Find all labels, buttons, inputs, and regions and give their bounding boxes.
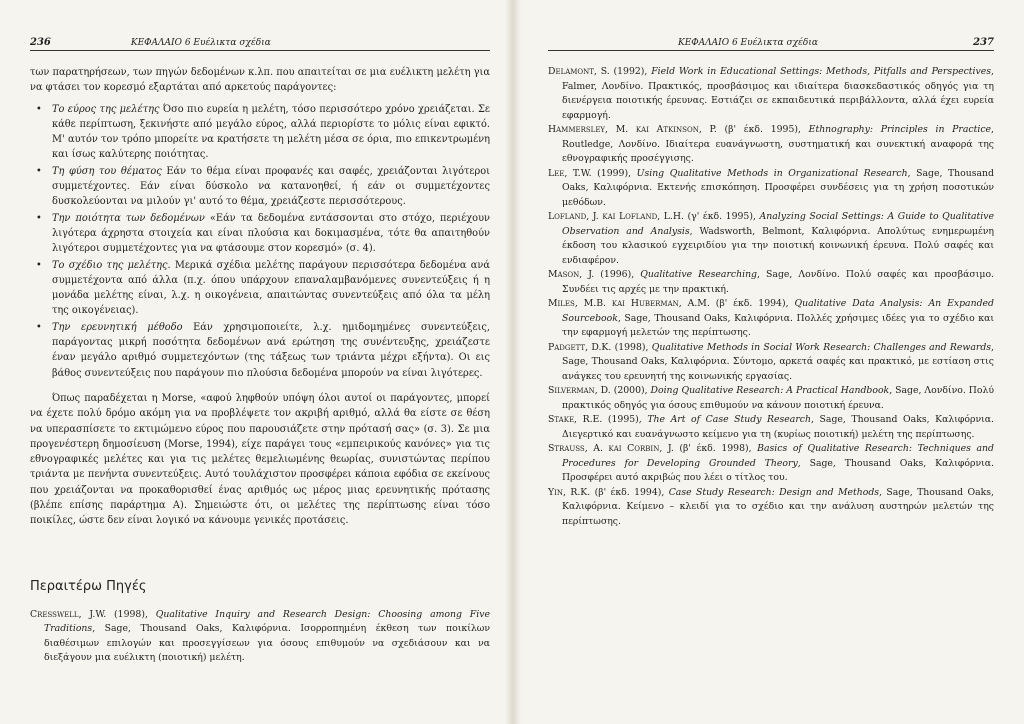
reference-entry — [548, 210, 994, 268]
ref-title: Doing Qualitative Research: A Practical Handbook — [650, 385, 890, 396]
reference-entry — [548, 268, 994, 297]
ref-description: , Sage, Thousand Oaks, Καλιφόρνια. Ισορροπημένη έκθεση των ποικίλων διαθέσιμων επιλογών και προσεγγίσεων για όσους επιθυμούν να σχεδιάσουν και να διεξάγουν μια ευέλικτη (ποιοτική) μελέτη. — [44, 623, 490, 664]
bullet-head: Την ποιότητα των δεδομένων — [52, 212, 205, 224]
list-item — [30, 320, 490, 381]
ref-title: Using Qualitative Methods in Organizational Research — [636, 167, 908, 179]
ref-title: Qualitative Researching — [640, 269, 758, 280]
left-page-number: 236 — [30, 37, 51, 48]
list-item — [30, 102, 490, 163]
ref-title: Qualitative Data Analysis: An Expanded Sourcebook — [562, 298, 994, 324]
reference-entry — [548, 297, 994, 341]
ref-author: Cresswell, J.W. — [30, 608, 107, 620]
ref-description: , Sage, Thousand Oaks, Καλιφόρνια. Κείμενο – κλειδί για το σχέδιο και την ανάλυση αυστηρών μελετών της περίπτωσης. — [562, 486, 994, 527]
ref-author: Stake, R.E. — [548, 414, 603, 425]
ref-year: (γ' έκδ. 1995), — [683, 211, 760, 222]
left-page-header — [30, 34, 490, 51]
ref-author: Lofland, J. και Lofland, L.H. — [548, 211, 684, 222]
ref-author: Mason, J. — [548, 269, 595, 280]
bullet-text: «Εάν τα δεδομένα εντάσσονται στο στόχο, περιέχουν λιγότερα άχρηστα στοιχεία και είναι πλούσια και δοκιμασμένα, τότε θα απαιτηθούν λιγότεροι συμμετέχοντες για να φτάσουμε στον κορεσμό» (σ. 4). — [52, 212, 490, 255]
list-item — [30, 211, 490, 257]
bullet-head: Το εύρος της μελέτης — [52, 103, 160, 115]
ref-year: (1998), — [611, 341, 652, 353]
ref-year: (1998), — [106, 608, 156, 620]
ref-title: Qualitative Inquiry and Research Design: Choosing among Five Traditions — [44, 608, 490, 635]
reference-entry — [548, 486, 994, 530]
reference-entry — [548, 123, 994, 167]
ref-title: Basics of Qualitative Research: Techniques and Procedures for Developing Grounded Theory — [562, 443, 994, 469]
right-body-text — [548, 65, 994, 529]
bullet-text: . Μερικά σχέδια μελέτης παράγουν περισσότερα δεδομένα ανά συμμετέχοντα από άλλα (π.χ. όπου υπάρχουν επαναλαμβανόμενες συνεντεύξεις ή η μονάδα μελέτης είναι, λ.χ. η οικογένεια, απαιτώντας συνεντεύξεις από όλα τα μέλη της οικογένειας). — [52, 259, 490, 317]
right-page-header — [548, 34, 994, 51]
intro-paragraph: των παρατηρήσεων, των πηγών δεδομένων κ.λπ. που απαιτείται σε μια ευέλικτη μελέτη για να φτάσει τον κορεσμό εξαρτάται από αρκετούς παράγοντες: — [30, 67, 490, 94]
ref-author: Padgett, D.K. — [548, 341, 612, 353]
closing-paragraph: Όπως παραδέχεται η Morse, «αφού ληφθούν υπόψη όλοι αυτοί οι παράγοντες, μπορεί να έχετε πολύ δρόμο ακόμη για να προβλέψετε τον ακριβή αριθμό, αλλά θα είστε σε θέση να υπερασπίσετε το εκτιμώμενο εύρος που παρουσιάζετε στην πρότασή σας» (σ. 3). Σε μια προγενέστερη δημοσίευση (Morse, 1994), είχε παράγει τους «εμπειρικούς κανόνες» για τις εθνογραφικές μελέτες και για τις μελέτες θεμελιωμένης θεωρίας, συνιστώντας περίπου τριάντα με πενήντα συνεντεύξεις. Αυτό τουλάχιστον προσφέρει κάποια εφόδια σε εκείνους που χρειάζονται να προκαθορισθεί ένας αριθμός ως μέρος μιας ερευνητικής πρότασης (βλέπε επίσης παράρτημα Α). Σημειώστε ότι, οι μελέτες της περίπτωσης είναι τόσο ποικίλες, ώστε δεν είναι λογικό να κάνουμε γενικές προτάσεις. — [30, 392, 490, 527]
ref-title: Case Study Research: Design and Methods — [668, 486, 880, 498]
reference-entry — [30, 608, 490, 666]
reference-entry — [548, 413, 994, 442]
ref-description: , Sage, Thousand Oaks, Καλιφόρνια. Εκτενής επισκόπηση. Προσφέρει συνδέσεις για τη χρήση ποσοτικών μεθόδων. — [562, 167, 994, 208]
ref-year: (β' έκδ. 1998), — [673, 443, 758, 454]
ref-year: (1999), — [591, 167, 637, 179]
ref-title: Ethnography: Principles in Practice — [808, 124, 992, 135]
ref-description: , Sage, Λονδίνο. Πολύ πρακτικός οδηγός για όσους επιθυμούν να κάνουν ποιοτική έρευνα. — [562, 385, 994, 411]
ref-year: (β' έκδ. 1994), — [590, 486, 669, 498]
ref-year: (1992), — [609, 66, 652, 77]
ref-description: , Sage, Thousand Oaks, Καλιφόρνια. Διεγερτικό και ευανάγνωστο κείμενο για τη (κυρίως ποιοτική) μελέτη της περίπτωσης. — [562, 414, 994, 440]
reference-entry — [548, 65, 994, 123]
ref-description: , Sage, Thousand Oaks, Καλιφόρνια. Σύντομο, αρκετά σαφές και πρακτικό, με εστίαση στις ανάγκες του ερευνητή της κοινωνικής εργασίας. — [562, 341, 995, 382]
ref-title: The Art of Case Study Research — [647, 414, 811, 425]
bullet-head: Το σχέδιο της μελέτης — [52, 259, 168, 271]
bullet-head: Την ερευνητική μέθοδο — [52, 321, 183, 333]
ref-author: Silverman, D. — [548, 385, 611, 396]
bullet-text: Εάν το θέμα είναι προφανές και σαφές, χρειάζονται λιγότεροι συμμετέχοντες. Εάν είναι δύσκολο να κατανοηθεί, ή εάν οι συμμετέχοντες δυσκολεύονται να μιλούν γι' αυτό το θέμα, χρειάζεστε περισσότερους. — [52, 165, 490, 208]
right-page — [512, 0, 1024, 724]
reference-entry — [548, 167, 994, 211]
factor-list — [30, 102, 490, 381]
ref-year: (2000), — [610, 385, 651, 396]
ref-title: Field Work in Educational Settings: Methods, Pitfalls and Perspectives — [651, 66, 992, 77]
ref-author: Strauss, A. και Corbin, J. — [548, 443, 674, 454]
ref-author: Delamont, S. — [548, 66, 610, 77]
bullet-text: Εάν χρησιμοποιείτε, λ.χ. ημιδομημένες συνεντεύξεις, παράγοντας μικρή ποσότητα δεδομένων ανά ερώτηση της συνέντευξης, χρειάζεστε έναν μεγάλο αριθμό συμμετεχόντων (της τάξεως των τριάντα μέχρι εξήντα). Οι εις βάθος συνεντεύξεις που παράγουν πιο πλούσια δεδομένα μπορούν να είναι λιγότερες. — [52, 321, 490, 379]
ref-description: , Routledge, Λονδίνο. Ιδιαίτερα ευανάγνωστη, συστηματική και συνεκτική αναφορά της εθνογραφικής προσέγγισης. — [562, 124, 995, 164]
section-title: Περαιτέρω Πηγές — [30, 578, 147, 594]
ref-description: , Falmer, Λονδίνο. Πρακτικός, προσβάσιμος και ιδιαίτερα διασκεδαστικός οδηγός για τη διενέργεια ποιοτικής έρευνας. Εστιάζει σε εκπαιδευτικά περιβάλλοντα, αλλά έχει ευρεία εφαρμογή. — [562, 66, 994, 121]
left-body-text — [30, 65, 490, 666]
reference-entry — [548, 341, 994, 385]
right-running-head: ΚΕΦΑΛΑΙΟ 6 Ευέλικτα σχέδια — [678, 38, 818, 48]
reference-entry — [548, 442, 994, 486]
ref-description: , Sage, Thousand Oaks, Καλιφόρνια. Πολλές χρήσιμες ιδέες για το σχέδιο και την εφαρμογή μελετών της περίπτωσης. — [562, 312, 994, 338]
reference-entry — [548, 384, 994, 413]
ref-author: Hammersley, M. και Atkinson, P. — [548, 124, 717, 135]
ref-description: , Wadsworth, Belmont, Καλιφόρνια. Απολύτως ενημερωμένη έκδοση του κλασικού εγχειριδίου για την ποιοτική κοινωνική έρευνα. Πολύ σαφές και ενδιαφέρον. — [562, 225, 994, 266]
ref-year: (1996), — [594, 269, 641, 280]
right-page-number: 237 — [973, 37, 994, 48]
list-item — [30, 258, 490, 319]
bullet-head: Τη φύση του θέματος — [52, 165, 162, 177]
ref-description: , Sage, Thousand Oaks, Καλιφόρνια. Προσφέρει αυτό ακριβώς που λέει ο τίτλος του. — [562, 457, 994, 483]
left-running-head: ΚΕΦΑΛΑΙΟ 6 Ευέλικτα σχέδια — [130, 38, 271, 48]
ref-description: , Sage, Λονδίνο. Πολύ σαφές και προσβάσιμο. Συνδέει τις αρχές με την πρακτική. — [562, 269, 994, 295]
ref-title: Analyzing Social Settings: A Guide to Qualitative Observation and Analysis — [562, 211, 995, 237]
ref-year: (β' έκδ. 1994), — [709, 298, 795, 309]
ref-author: Lee, T.W. — [548, 167, 592, 179]
ref-title: Qualitative Methods in Social Work Research: Challenges and Rewards — [651, 341, 992, 353]
bullet-text: Όσο πιο ευρεία η μελέτη, τόσο περισσότερο χρόνο χρειάζεται. Σε κάθε περίπτωση, ξεκινήστε από μεγάλο εύρος, αλλά περιορίστε το μόλις είναι εφικτό. Μ' αυτόν τον τρόπο μπορείτε να κρατήσετε τη μελέτη μέσα σε όρια, πιο επικεντρωμένη και ίσως καλύτερης ποιότητας. — [52, 103, 490, 161]
list-item — [30, 164, 490, 210]
ref-year: (1995), — [602, 414, 648, 425]
ref-year: (β' έκδ. 1995), — [716, 124, 809, 135]
ref-author: Miles, M.B. και Huberman, A.M. — [548, 298, 710, 309]
ref-author: Yin, R.K. — [548, 486, 591, 498]
